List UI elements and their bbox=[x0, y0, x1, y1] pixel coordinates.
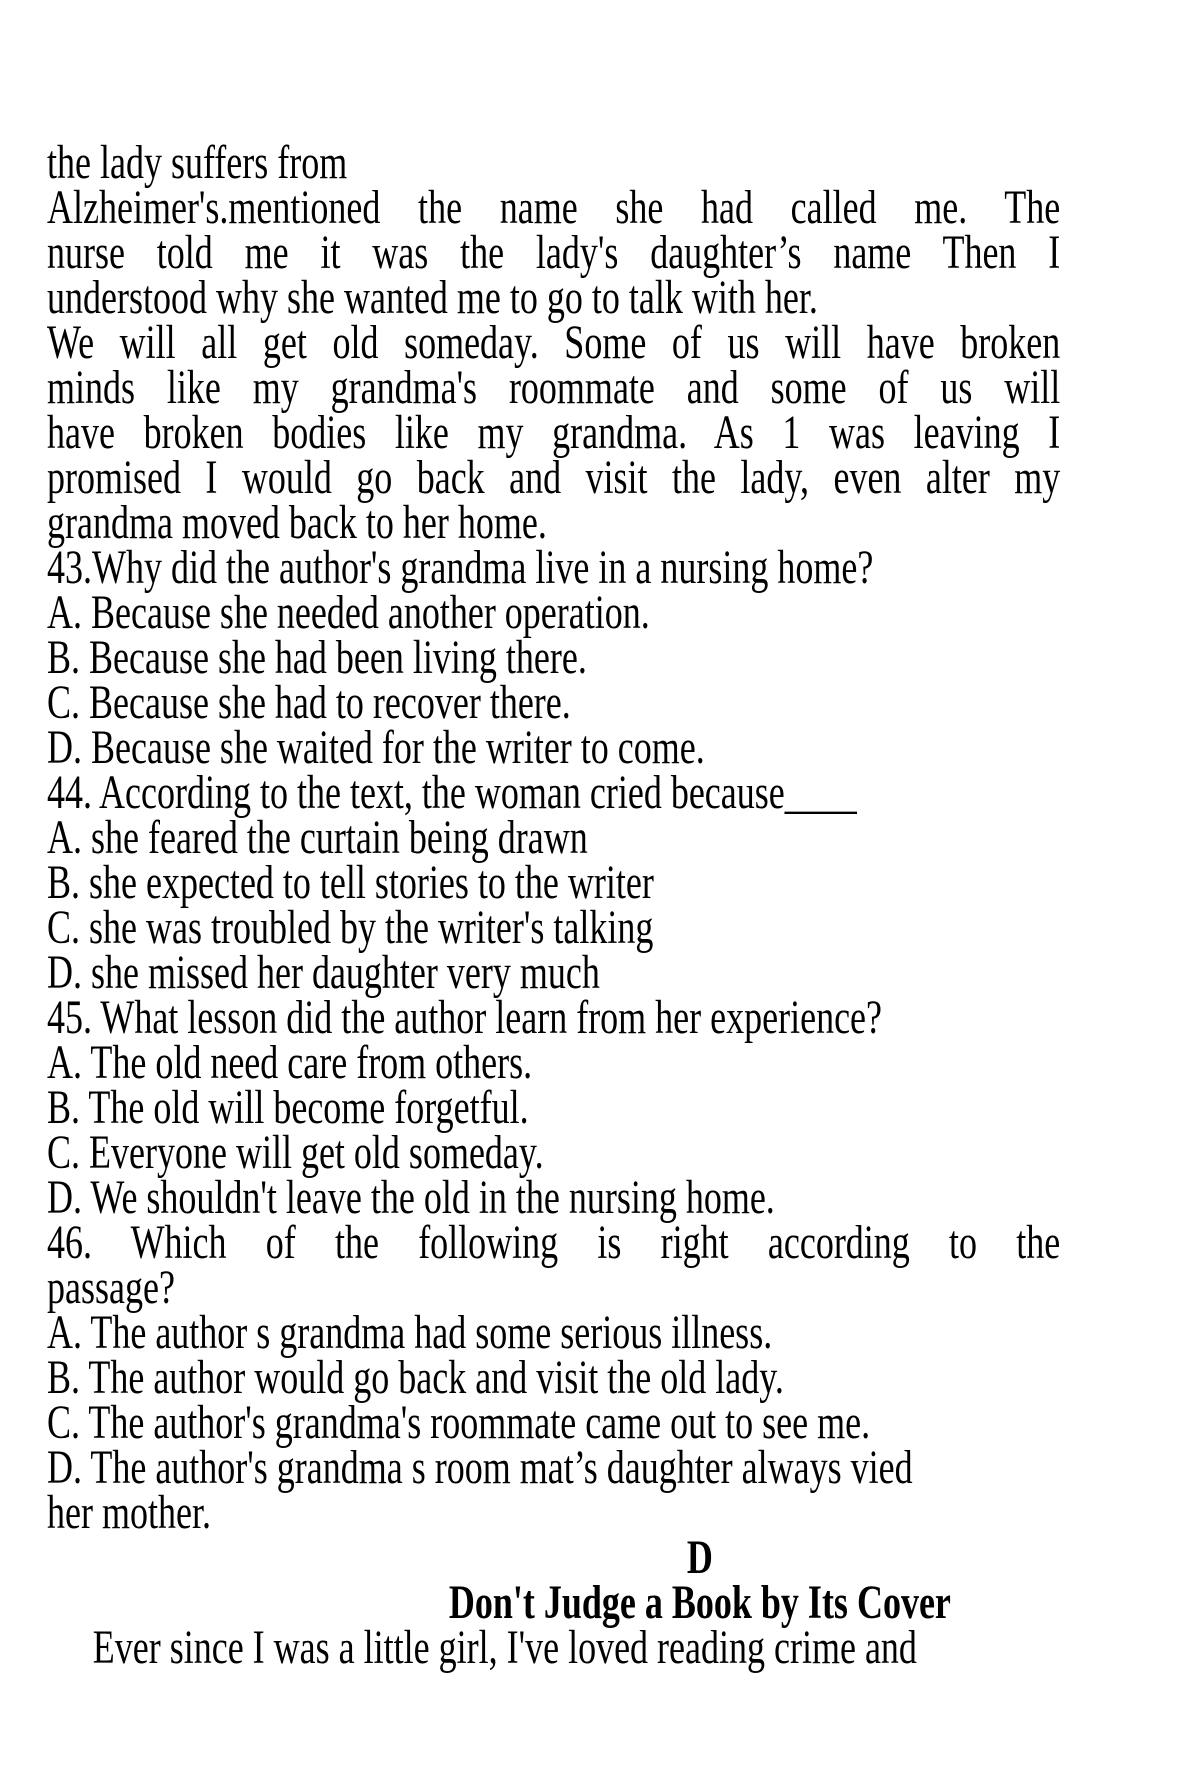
question-45-option-a: A. The old need care from others. bbox=[47, 1036, 533, 1089]
passage-line: the lady suffers from bbox=[47, 136, 348, 189]
section-d-opening-line: Ever since I was a little girl, I've loved reading crime and bbox=[92, 1621, 917, 1674]
passage-line: promised I would go back and visit the lady, even alter my bbox=[47, 451, 1061, 504]
question-46-option-b: B. The author would go back and visit the old lady. bbox=[47, 1351, 784, 1404]
section-d-label: D bbox=[686, 1531, 713, 1584]
passage-and-questions bbox=[47, 136, 1061, 1674]
question-46-option-a: A. The author s grandma had some serious illness. bbox=[47, 1306, 773, 1359]
question-45-option-c: C. Everyone will get old someday. bbox=[47, 1126, 544, 1179]
question-43-option-b: B. Because she had been living there. bbox=[47, 631, 587, 684]
section-d-title: Don't Judge a Book by Its Cover bbox=[448, 1576, 951, 1629]
question-44-option-b: B. she expected to tell stories to the writer bbox=[47, 856, 654, 909]
passage-line: We will all get old someday. Some of us will have broken bbox=[47, 316, 1061, 369]
question-46-stem: 46. Which of the following is right according to the bbox=[47, 1216, 1061, 1269]
passage-line: minds like my grandma's roommate and some of us will bbox=[47, 361, 1061, 414]
question-44-option-c: C. she was troubled by the writer's talking bbox=[47, 901, 654, 954]
question-44-option-a: A. she feared the curtain being drawn bbox=[47, 811, 588, 864]
passage-line: nurse told me it was the lady's daughter’s name Then I bbox=[47, 226, 1061, 279]
question-44-option-d: D. she missed her daughter very much bbox=[47, 946, 600, 999]
question-46-option-c: C. The author's grandma's roommate came out to see me. bbox=[47, 1396, 871, 1449]
question-46-stem-wrap: passage? bbox=[47, 1261, 175, 1314]
passage-line: grandma moved back to her home. bbox=[47, 496, 547, 549]
passage-line: Alzheimer's.mentioned the name she had called me. The bbox=[47, 181, 1061, 234]
question-45-option-d: D. We shouldn't leave the old in the nursing home. bbox=[47, 1171, 775, 1224]
passage-line: understood why she wanted me to go to talk with her. bbox=[47, 271, 818, 324]
question-43-stem: 43.Why did the author's grandma live in a nursing home? bbox=[47, 541, 874, 594]
question-43-option-d: D. Because she waited for the writer to come. bbox=[47, 721, 705, 774]
question-46-option-d: D. The author's grandma s room mat’s daughter always vied bbox=[47, 1441, 913, 1494]
passage-line: have broken bodies like my grandma. As 1 was leaving I bbox=[47, 406, 1061, 459]
question-46-option-d-wrap: her mother. bbox=[47, 1486, 211, 1539]
question-43-option-c: C. Because she had to recover there. bbox=[47, 676, 571, 729]
question-45-stem: 45. What lesson did the author learn from her experience? bbox=[47, 991, 883, 1044]
question-44-stem: 44. According to the text, the woman cried because____ bbox=[47, 766, 857, 819]
question-43-option-a: A. Because she needed another operation. bbox=[47, 586, 650, 639]
question-45-option-b: B. The old will become forgetful. bbox=[47, 1081, 529, 1134]
